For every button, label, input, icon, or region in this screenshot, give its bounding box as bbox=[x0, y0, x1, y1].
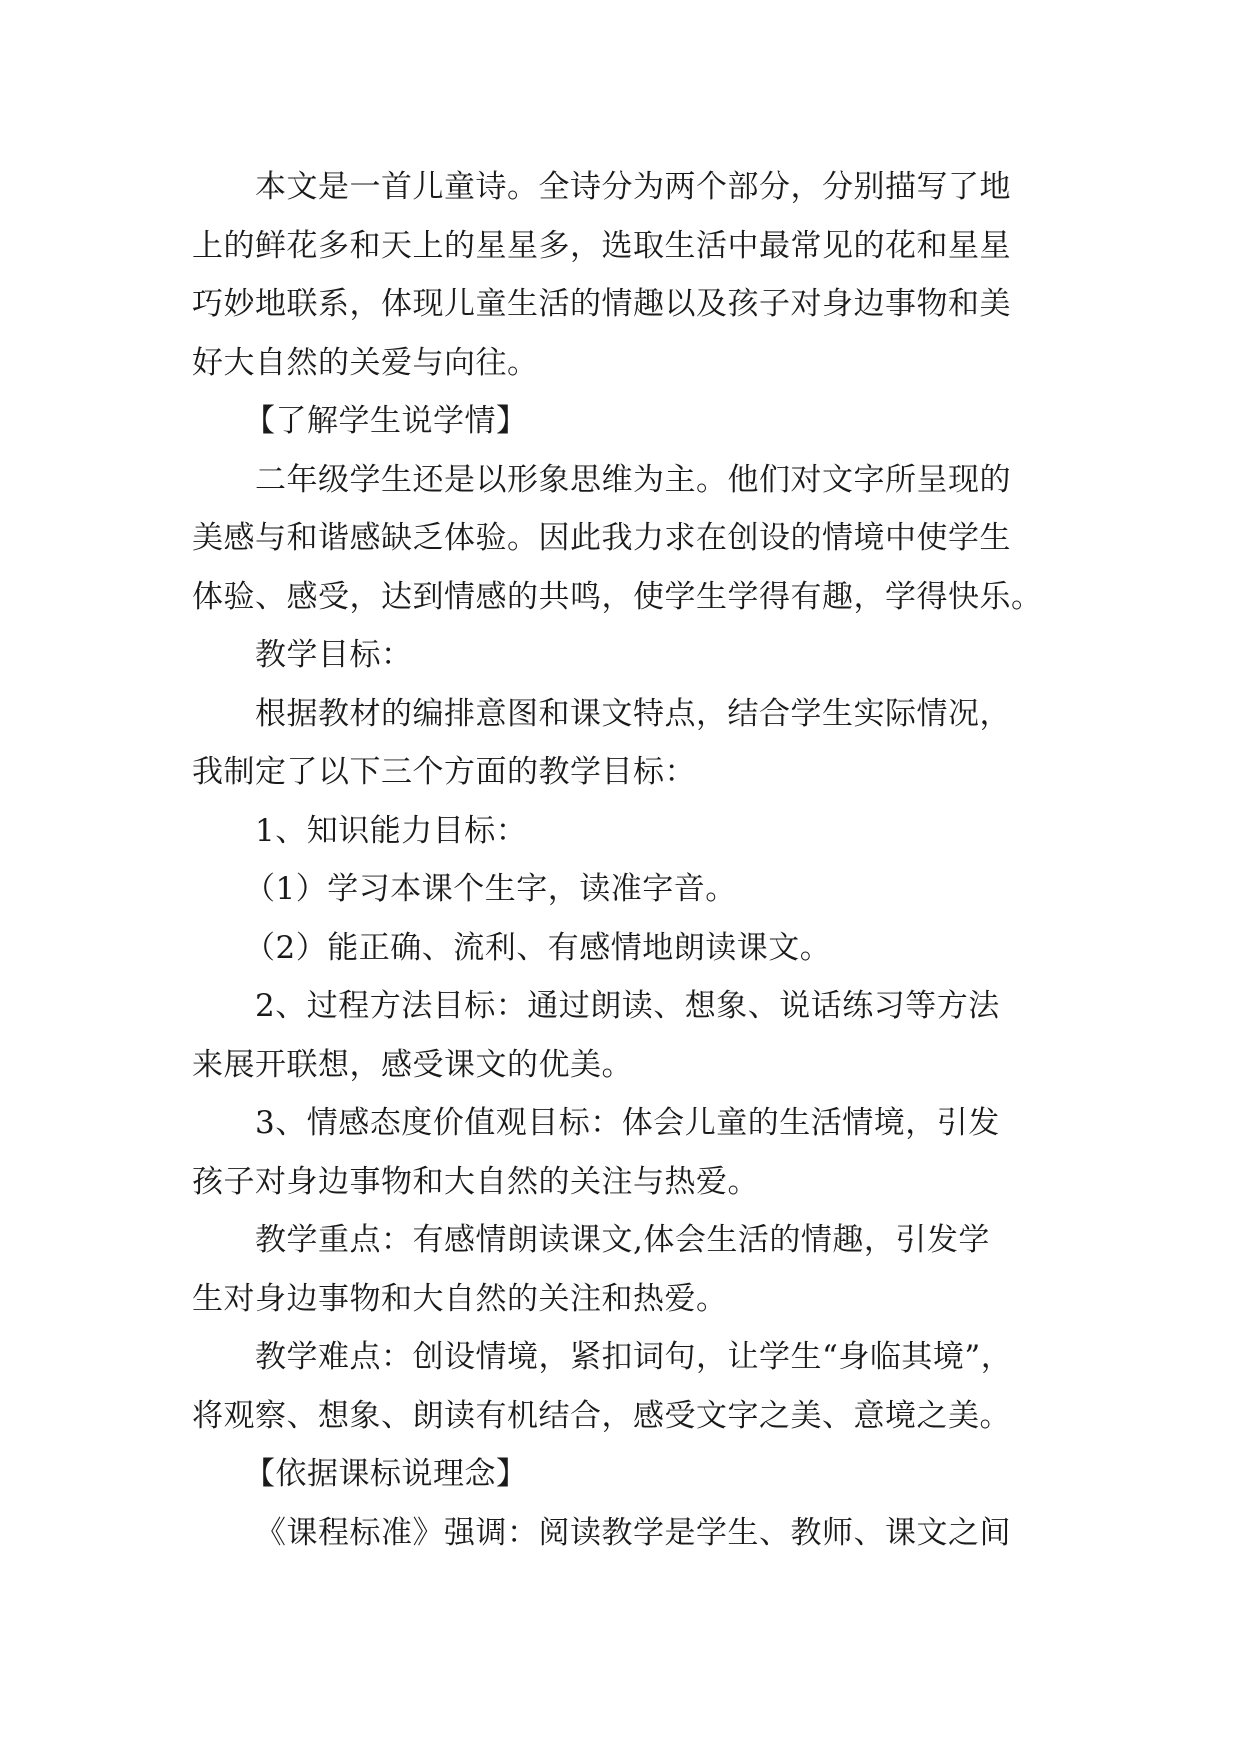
goal-item-1: 1、知识能力目标： bbox=[255, 812, 528, 849]
section-heading-learning-situation: 【了解学生说学情】 bbox=[244, 403, 528, 439]
text-line: 来展开联想，感受课文的优美。 bbox=[192, 1046, 633, 1083]
teaching-difficulty: 教学难点：创设情境，紧扣词句，让学生“身临其境”， bbox=[255, 1339, 1013, 1375]
text-line: 《课程标准》强调：阅读教学是学生、教师、课文之间 bbox=[255, 1514, 1011, 1551]
goal-item-2: 2、过程方法目标：通过朗读、想象、说话练习等方法 bbox=[255, 988, 1000, 1024]
text-line: 将观察、想象、朗读有机结合，感受文字之美、意境之美。 bbox=[192, 1397, 1011, 1434]
text-line: 我制定了以下三个方面的教学目标： bbox=[192, 754, 696, 790]
text-line: 二年级学生还是以形象思维为主。他们对文字所呈现的 bbox=[255, 461, 1011, 498]
text-line: 本文是一首儿童诗。全诗分为两个部分，分别描写了地 bbox=[255, 169, 1011, 205]
text-line: 生对身边事物和大自然的关注和热爱。 bbox=[192, 1280, 728, 1317]
document-body bbox=[192, 158, 1052, 1562]
text-line: 巧妙地联系，体现儿童生活的情趣以及孩子对身边事物和美 bbox=[192, 286, 1011, 322]
goal-subitem-2: （2）能正确、流利、有感情地朗读课文。 bbox=[244, 929, 832, 966]
text-line: 美感与和谐感缺乏体验。因此我力求在创设的情境中使学生 bbox=[192, 520, 1011, 556]
text-line: 上的鲜花多和天上的星星多，选取生活中最常见的花和星星 bbox=[192, 227, 1011, 264]
text-line: 根据教材的编排意图和课文特点，结合学生实际情况， bbox=[255, 695, 1011, 732]
text-line: 体验、感受，达到情感的共鸣，使学生学得有趣，学得快乐。 bbox=[192, 578, 1043, 615]
text-line: 孩子对身边事物和大自然的关注与热爱。 bbox=[192, 1163, 759, 1200]
goal-subitem-1: （1）学习本课个生字，读准字音。 bbox=[244, 871, 737, 907]
goal-item-3: 3、情感态度价值观目标：体会儿童的生活情境，引发 bbox=[255, 1105, 1000, 1141]
teaching-focus: 教学重点：有感情朗读课文,体会生活的情趣，引发学 bbox=[255, 1222, 990, 1258]
teaching-goals-label: 教学目标： bbox=[255, 637, 413, 673]
section-heading-curriculum-concept: 【依据课标说理念】 bbox=[244, 1456, 528, 1492]
text-line: 好大自然的关爱与向往。 bbox=[192, 344, 539, 381]
